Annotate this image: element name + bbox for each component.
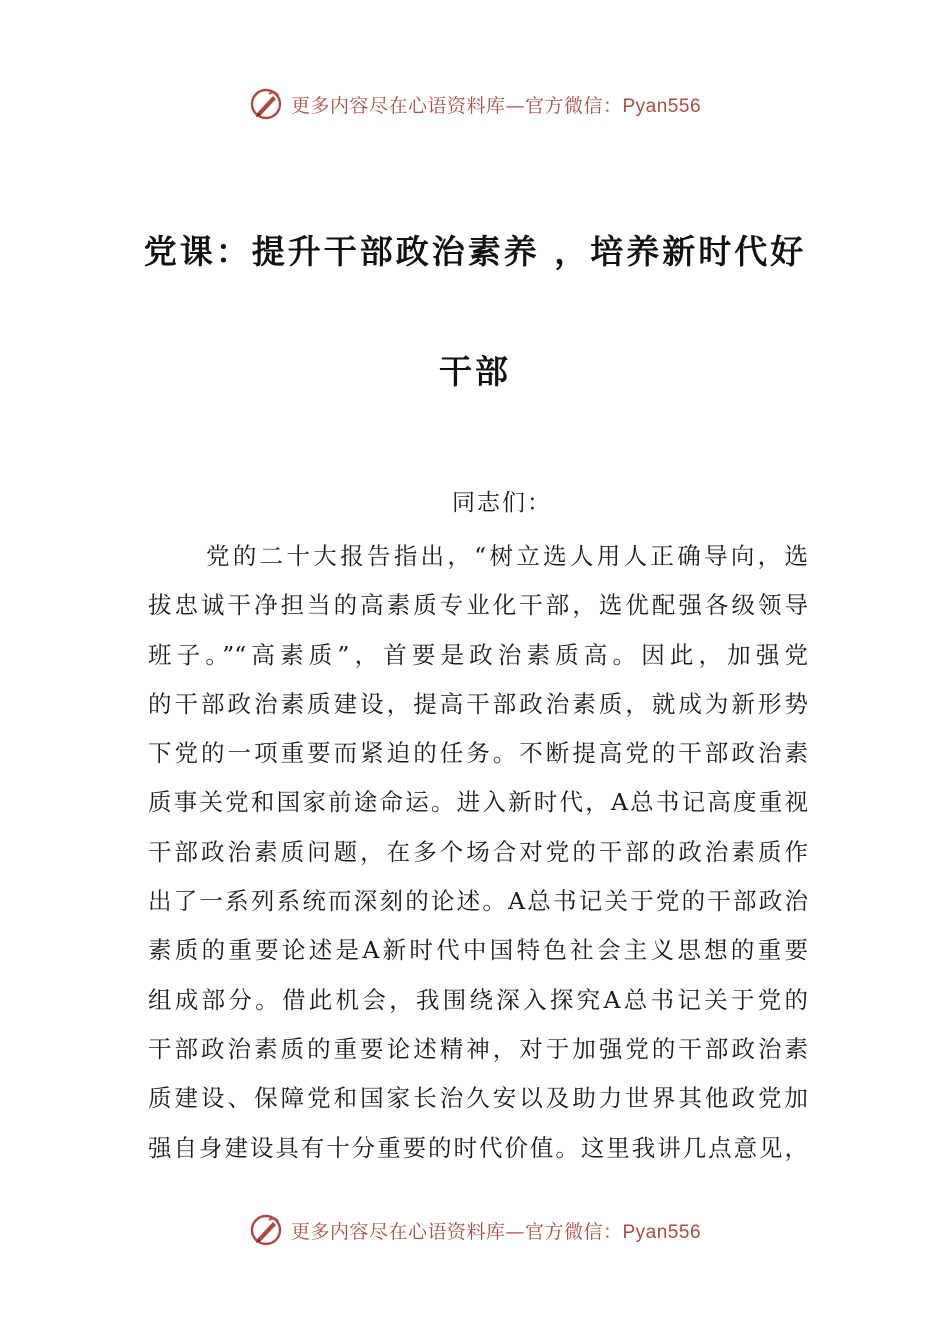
- paragraph-line: 下党的一项重要而紧迫的任务。不断提高党的干部政治素: [148, 739, 808, 768]
- watermark-banner-top: [0, 84, 950, 124]
- greeting: 同志们：: [452, 490, 552, 516]
- paragraph-line: 干部政治素质问题，在多个场合对党的干部的政治素质作: [148, 837, 808, 866]
- pen-logo-icon: [249, 87, 283, 121]
- paragraph-line: 素质的重要论述是A新时代中国特色社会主义思想的重要: [148, 936, 808, 965]
- document-title-line-2: 干部: [439, 352, 511, 391]
- body-paragraph: [148, 532, 808, 1173]
- paragraph-line: 干部政治素质的重要论述精神，对于加强党的干部政治素: [148, 1034, 808, 1063]
- document-title-line-1: 党课：提升干部政治素养 ，培养新时代好: [143, 232, 807, 271]
- paragraph-line: 的干部政治素质建设，提高干部政治素质，就成为新形势: [148, 689, 808, 718]
- paragraph-line: 拔忠诚干净担当的高素质专业化干部，选优配强各级领导: [148, 591, 808, 620]
- paragraph-line: 党的二十大报告指出，“树立选人用人正确导向，选: [206, 542, 808, 570]
- watermark-text: 更多内容尽在心语资料库—官方微信：Pyan556: [290, 94, 702, 117]
- wechat-id: Pyan556: [622, 1221, 702, 1243]
- watermark-text: 更多内容尽在心语资料库—官方微信：Pyan556: [290, 1220, 702, 1243]
- wechat-id: Pyan556: [622, 95, 702, 117]
- paragraph-line: 强自身建设具有十分重要的时代价值。这里我讲几点意见，: [148, 1133, 808, 1162]
- paragraph-line: 班子。”“高素质”，首要是政治素质高。因此，加强党: [148, 640, 808, 669]
- paragraph-line: 组成部分。借此机会，我围绕深入探究A总书记关于党的: [148, 985, 808, 1014]
- paragraph-line: 质建设、保障党和国家长治久安以及助力世界其他政党加: [148, 1084, 808, 1113]
- watermark-banner-bottom: [0, 1210, 950, 1250]
- paragraph-line: 质事关党和国家前途命运。进入新时代，A总书记高度重视: [148, 788, 808, 817]
- paragraph-line: 出了一系列系统而深刻的论述。A总书记关于党的干部政治: [148, 887, 808, 916]
- pen-logo-icon: [249, 1213, 283, 1247]
